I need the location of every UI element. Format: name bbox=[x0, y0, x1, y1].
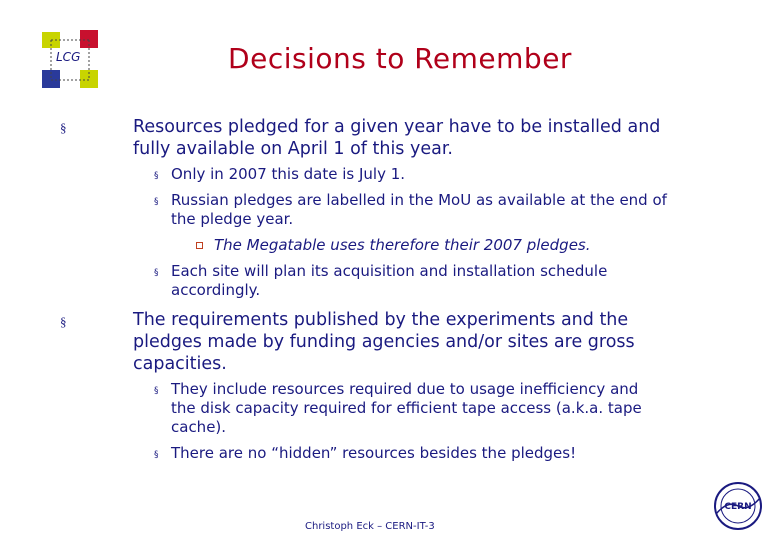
sub-sub-bullet-1: The Megatable uses therefore their 2007 pledges. bbox=[214, 236, 591, 254]
bullet-1-text bbox=[133, 116, 660, 160]
cern-logo-text: CERN bbox=[724, 502, 752, 512]
sub-bullet-1-3-line-2: accordingly. bbox=[171, 281, 261, 299]
sub-bullet-marker: § bbox=[154, 450, 159, 460]
bullet-2-line-1: The requirements published by the experiments and the bbox=[133, 310, 629, 330]
bullet-marker: § bbox=[60, 120, 67, 135]
lcg-logo-text: LCG bbox=[56, 50, 81, 64]
bullet-1-line-2: fully available on April 1 of this year. bbox=[133, 139, 453, 159]
bullet-2-line-3: capacities. bbox=[133, 354, 227, 374]
sub-bullet-1-2 bbox=[171, 191, 667, 229]
square-bullet-marker bbox=[196, 242, 203, 249]
sub-bullet-marker: § bbox=[154, 386, 159, 396]
sub-bullet-2-1-line-2: the disk capacity required for efficient tape access (a.k.a. tape bbox=[171, 399, 642, 417]
bullet-1-line-1: Resources pledged for a given year have to be installed and bbox=[133, 117, 661, 137]
slide-title: Decisions to Remember bbox=[228, 42, 572, 75]
sub-bullet-1-3-line-1: Each site will plan its acquisition and installation schedule bbox=[171, 262, 608, 280]
sub-bullet-2-1-line-1: They include resources required due to usage inefficiency and bbox=[171, 380, 639, 398]
sub-bullet-1-1: Only in 2007 this date is July 1. bbox=[171, 165, 406, 183]
sub-bullet-marker: § bbox=[154, 171, 159, 181]
bullet-marker: § bbox=[60, 314, 67, 329]
bullet-2-line-2: pledges made by funding agencies and/or sites are gross bbox=[133, 332, 635, 352]
sub-bullet-marker: § bbox=[154, 197, 159, 207]
footer-author: Christoph Eck – CERN-IT-3 bbox=[305, 521, 435, 532]
sub-bullet-2-1-line-3: cache). bbox=[171, 418, 227, 436]
sub-bullet-2-2: There are no “hidden” resources besides the pledges! bbox=[171, 444, 577, 462]
sub-bullet-2-1 bbox=[171, 380, 642, 437]
sub-bullet-marker: § bbox=[154, 268, 159, 278]
cern-logo bbox=[712, 480, 764, 532]
sub-bullet-1-2-line-2: the pledge year. bbox=[171, 210, 294, 228]
bullet-2-text bbox=[133, 309, 635, 375]
sub-bullet-1-2-line-1: Russian pledges are labelled in the MoU as available at the end of bbox=[171, 191, 667, 209]
sub-bullet-1-3 bbox=[171, 262, 607, 300]
